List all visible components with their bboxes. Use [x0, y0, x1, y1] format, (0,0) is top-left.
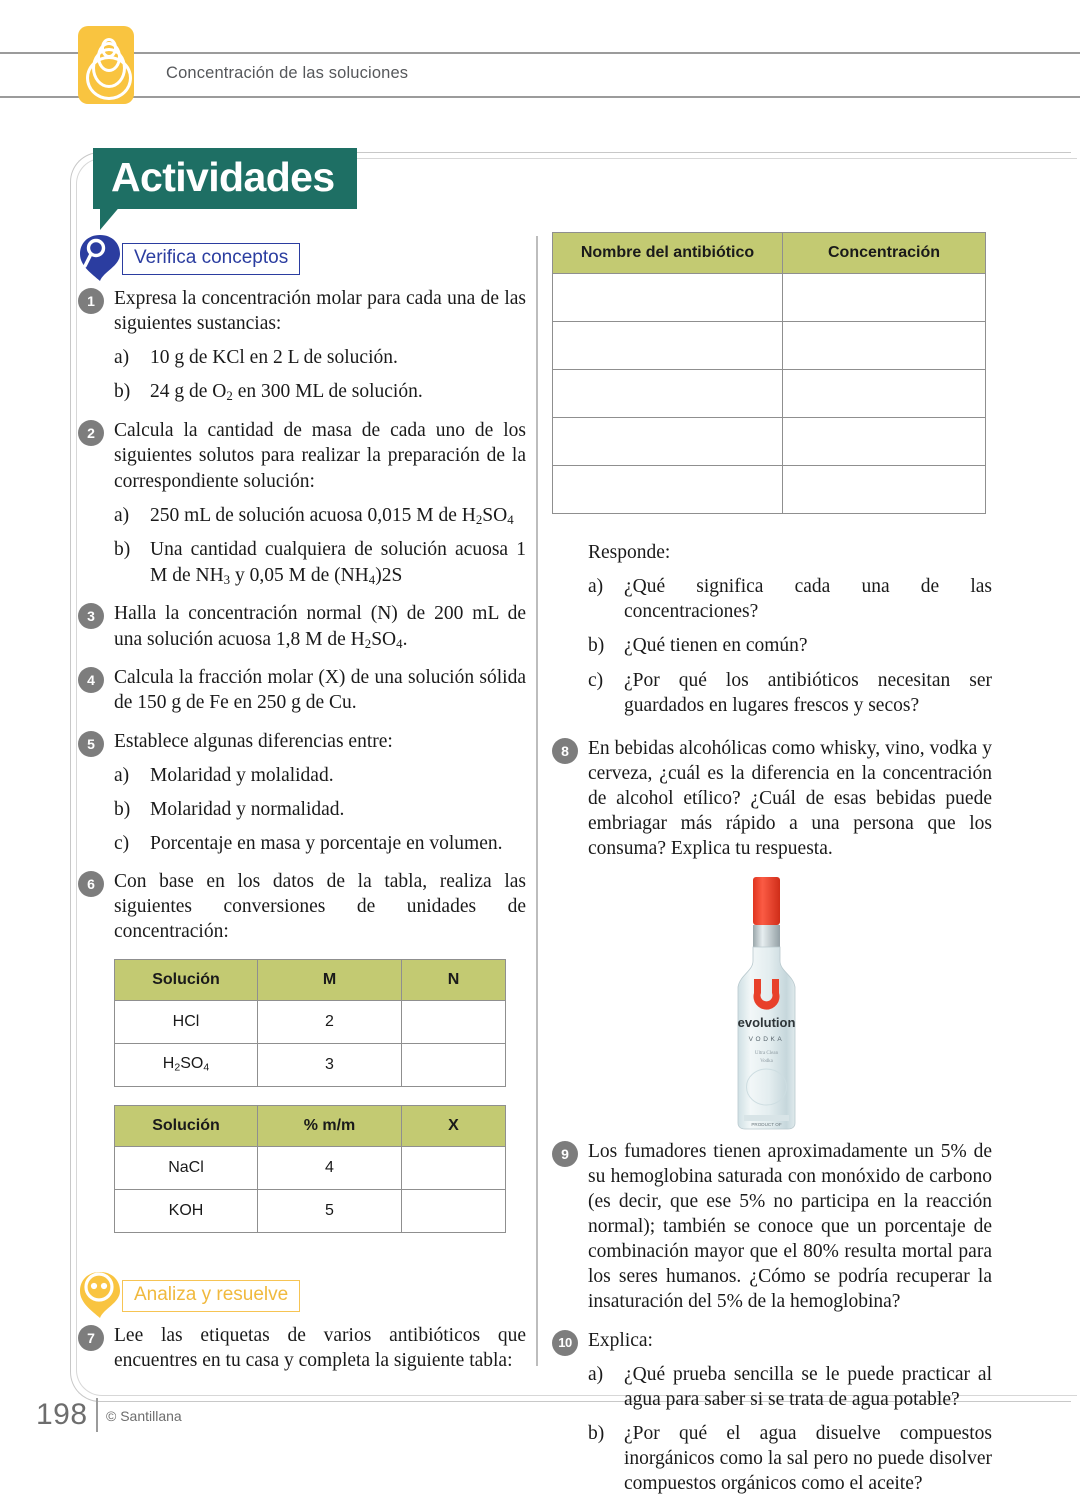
- cell-concentracion[interactable]: [783, 370, 986, 418]
- question-number-badge: 4: [78, 667, 104, 693]
- sub-text-part3: )2S: [375, 564, 403, 586]
- table-header-row: [553, 233, 986, 274]
- sub-text-part1: 24 g de O: [150, 381, 227, 403]
- question-5: [78, 729, 526, 857]
- page-number: 198: [36, 1398, 88, 1431]
- subscript: 4: [368, 572, 376, 587]
- sub-label: b): [588, 1422, 605, 1444]
- question-9-text: Los fumadores tienen aproximadamente un 5% de su hemoglobina saturada con monóxido de carbono (es decir, que ese 5% no participa en la reacción normal); también se conoce que un porcentaje de combinación mayor que el 80% resulta mortal para los seres humanos. ¿Cómo se podría recuperar la insaturación del 5% de la hemoglobina?: [588, 1140, 992, 1313]
- face-pin-icon: [78, 1271, 122, 1319]
- sub-text: ¿Qué tienen en común?: [624, 635, 808, 657]
- cell-nombre[interactable]: [553, 370, 783, 418]
- sub-text-part1: Una cantidad cualquiera de solución acuosa 1 M de NH: [150, 539, 526, 586]
- question-5a: [114, 763, 526, 788]
- column-header-pct: % m/m: [258, 1105, 402, 1146]
- running-head-title: Concentración de las soluciones: [166, 64, 409, 82]
- question-2: [78, 418, 526, 588]
- question-1: [78, 286, 526, 405]
- sub-label: a): [114, 347, 130, 369]
- sub-text: Molaridad y normalidad.: [150, 798, 345, 820]
- question-number-badge: 3: [78, 603, 104, 629]
- column-header-n: N: [402, 959, 506, 1000]
- cell-concentracion[interactable]: [783, 274, 986, 322]
- question-9: [552, 1139, 992, 1315]
- table-row: [115, 1146, 506, 1189]
- sub-text: ¿Qué significa cada una de las concentraciones?: [624, 576, 992, 623]
- header-rule-bottom: [0, 96, 1080, 98]
- question-3: [78, 601, 526, 652]
- question-10a: [588, 1362, 992, 1412]
- sub-text-part2: y 0,05 M de (NH: [230, 564, 369, 586]
- sub-label: b): [114, 539, 131, 561]
- question-number-badge: 9: [552, 1141, 578, 1167]
- cell-n[interactable]: [402, 1043, 506, 1086]
- cell-concentracion[interactable]: [783, 322, 986, 370]
- sub-text: 10 g de KCl en 2 L de solución.: [150, 347, 398, 369]
- table-porcentaje-fraccion: [114, 1105, 506, 1233]
- column-header-concentracion: Concentración: [783, 233, 986, 274]
- cell-solucion: KOH: [115, 1189, 258, 1232]
- question-number-badge: 5: [78, 731, 104, 757]
- question-2-text: Calcula la cantidad de masa de cada uno de los siguientes solutos para realizar la preparación de la correspondiente solución:: [114, 420, 526, 492]
- question-8-text: En bebidas alcohólicas como whisky, vino, vodka y cerveza, ¿cuál es la diferencia en la concentración de alcohol etílico? ¿Cuál de esas bebidas puede embriagar más rápido a una persona que los consuma? Explica tu respuesta.: [588, 737, 992, 860]
- table-header-row: [115, 1105, 506, 1146]
- cell-pct: 4: [258, 1146, 402, 1189]
- question-10: [552, 1328, 992, 1497]
- svg-text:Ultra Clean: Ultra Clean: [754, 1050, 779, 1056]
- table-row: [115, 1000, 506, 1043]
- footer-divider: [96, 1398, 98, 1432]
- column-header-m: M: [258, 959, 402, 1000]
- question-number-badge: 2: [78, 420, 104, 446]
- table-molaridad-normalidad: [114, 959, 506, 1087]
- vodka-bottle-image: [552, 875, 992, 1133]
- cell-x[interactable]: [402, 1146, 506, 1189]
- table-antibioticos: [552, 232, 986, 514]
- question-5-text: Establece algunas diferencias entre:: [114, 730, 393, 752]
- page-title: Actividades: [93, 148, 357, 209]
- sub-label: b): [114, 798, 131, 820]
- table-row: [115, 1043, 506, 1086]
- sub-text-part1: 250 mL de solución acuosa 0,015 M de H: [150, 504, 476, 526]
- table-row: [553, 466, 986, 514]
- sub-label: c): [114, 833, 130, 855]
- sub-text: Molaridad y molalidad.: [150, 764, 334, 786]
- cell-solucion: $H_2SO_4$: [115, 1043, 258, 1086]
- cell-nombre[interactable]: [553, 418, 783, 466]
- question-2b: [114, 537, 526, 588]
- cell-solucion: NaCl: [115, 1146, 258, 1189]
- banner-tail-shape: [100, 204, 122, 230]
- cell-m: 2: [258, 1000, 402, 1043]
- sub-text: ¿Qué prueba sencilla se le puede practicar al agua para saber si se trata de agua potable?: [624, 1363, 992, 1410]
- subscript: 2: [475, 512, 483, 527]
- cell-x[interactable]: [402, 1189, 506, 1232]
- question-3-text: Halla la concentración normal (N) de 200 mL de una solución acuosa 1,8 M de $H_2SO_4$.: [114, 603, 526, 651]
- question-10-text: Explica:: [588, 1329, 653, 1351]
- svg-text:Vodka: Vodka: [760, 1058, 773, 1064]
- header-rule-top: [0, 52, 1080, 54]
- question-number-badge: 1: [78, 288, 104, 314]
- subscript: 2: [364, 636, 372, 651]
- responde-c: [588, 668, 992, 718]
- question-5c: [114, 831, 526, 856]
- question-8: [552, 736, 992, 862]
- question-number-badge: 7: [78, 1325, 104, 1351]
- cell-pct: 5: [258, 1189, 402, 1232]
- sub-label: a): [588, 1363, 604, 1385]
- svg-text:PRODUCT OF: PRODUCT OF: [751, 1121, 782, 1127]
- sub-label: a): [588, 576, 604, 598]
- column-header-solucion: Solución: [115, 1105, 258, 1146]
- cell-concentracion[interactable]: [783, 466, 986, 514]
- question-number-badge: 10: [552, 1330, 578, 1356]
- question-6: [78, 869, 526, 944]
- sub-label: b): [114, 381, 131, 403]
- question-number-badge: 6: [78, 871, 104, 897]
- question-1a: [114, 345, 526, 370]
- cell-concentracion[interactable]: [783, 418, 986, 466]
- section-analiza-y-resuelve: [78, 1275, 526, 1317]
- subscript: 2: [226, 389, 233, 404]
- subscript: 3: [223, 572, 231, 587]
- right-column: [552, 232, 992, 1509]
- table-row: [553, 274, 986, 322]
- cell-m: 3: [258, 1043, 402, 1086]
- question-7-text: Lee las etiquetas de varios antibióticos que encuentres en tu casa y completa la siguiente tabla:: [114, 1324, 526, 1371]
- cell-solucion: HCl: [115, 1000, 258, 1043]
- responde-b: [588, 633, 992, 658]
- subscript: 4: [396, 636, 403, 651]
- svg-text:VODKA: VODKA: [748, 1035, 785, 1043]
- question-4-text: Calcula la fracción molar (X) de una solución sólida de 150 g de Fe en 250 g de Cu.: [114, 667, 526, 714]
- question-1b: [114, 379, 526, 405]
- question-2a: [114, 503, 526, 529]
- question-number-badge: 8: [552, 738, 578, 764]
- cell-n[interactable]: [402, 1000, 506, 1043]
- table-row: [553, 322, 986, 370]
- question-4: [78, 665, 526, 715]
- sub-text-part2: en 300 ML de solución.: [232, 381, 423, 403]
- sub-label: c): [588, 669, 604, 691]
- table-row: [553, 418, 986, 466]
- sub-label: a): [114, 504, 130, 526]
- sub-text: Porcentaje en masa y porcentaje en volumen.: [150, 833, 503, 855]
- copyright-notice: © Santillana: [106, 1408, 182, 1424]
- sub-text-part2: SO: [482, 504, 508, 526]
- question-6-text: Con base en los datos de la tabla, realiza las siguientes conversiones de unidades de concentración:: [114, 871, 526, 943]
- question-1-text: Expresa la concentración molar para cada una de las siguientes sustancias:: [114, 288, 526, 335]
- table-header-row: [115, 959, 506, 1000]
- magnifier-pin-icon: [78, 234, 122, 282]
- column-header-nombre-antibiotico: Nombre del antibiótico: [553, 233, 783, 274]
- table-row: [115, 1189, 506, 1232]
- question-10b: [588, 1421, 992, 1496]
- subscript: 4: [507, 512, 514, 527]
- question-7: [78, 1323, 526, 1373]
- sub-label: b): [588, 635, 605, 657]
- spiral-logo-icon: [78, 26, 134, 104]
- table-row: [553, 370, 986, 418]
- responde-title: Responde:: [588, 542, 671, 563]
- cell-nombre[interactable]: [553, 322, 783, 370]
- sub-text: ¿Por qué el agua disuelve compuestos inorgánicos como la sal pero no puede disolver compuestos orgánicos como el aceite?: [624, 1422, 992, 1495]
- question-5b: [114, 797, 526, 822]
- column-header-solucion: Solución: [115, 959, 258, 1000]
- cell-nombre[interactable]: [553, 274, 783, 322]
- left-column: [78, 238, 526, 1386]
- section-label-verifica: Verifica conceptos: [122, 243, 300, 275]
- section-verifica-conceptos: [78, 238, 526, 280]
- column-header-x: X: [402, 1105, 506, 1146]
- sub-text: ¿Por qué los antibióticos necesitan ser guardados en lugares frescos y secos?: [624, 669, 992, 716]
- section-label-analiza: Analiza y resuelve: [122, 1280, 300, 1312]
- svg-text:evolution: evolution: [737, 1014, 796, 1030]
- column-divider: [536, 236, 538, 1366]
- cell-nombre[interactable]: [553, 466, 783, 514]
- responde-a: [588, 574, 992, 624]
- sub-label: a): [114, 764, 130, 786]
